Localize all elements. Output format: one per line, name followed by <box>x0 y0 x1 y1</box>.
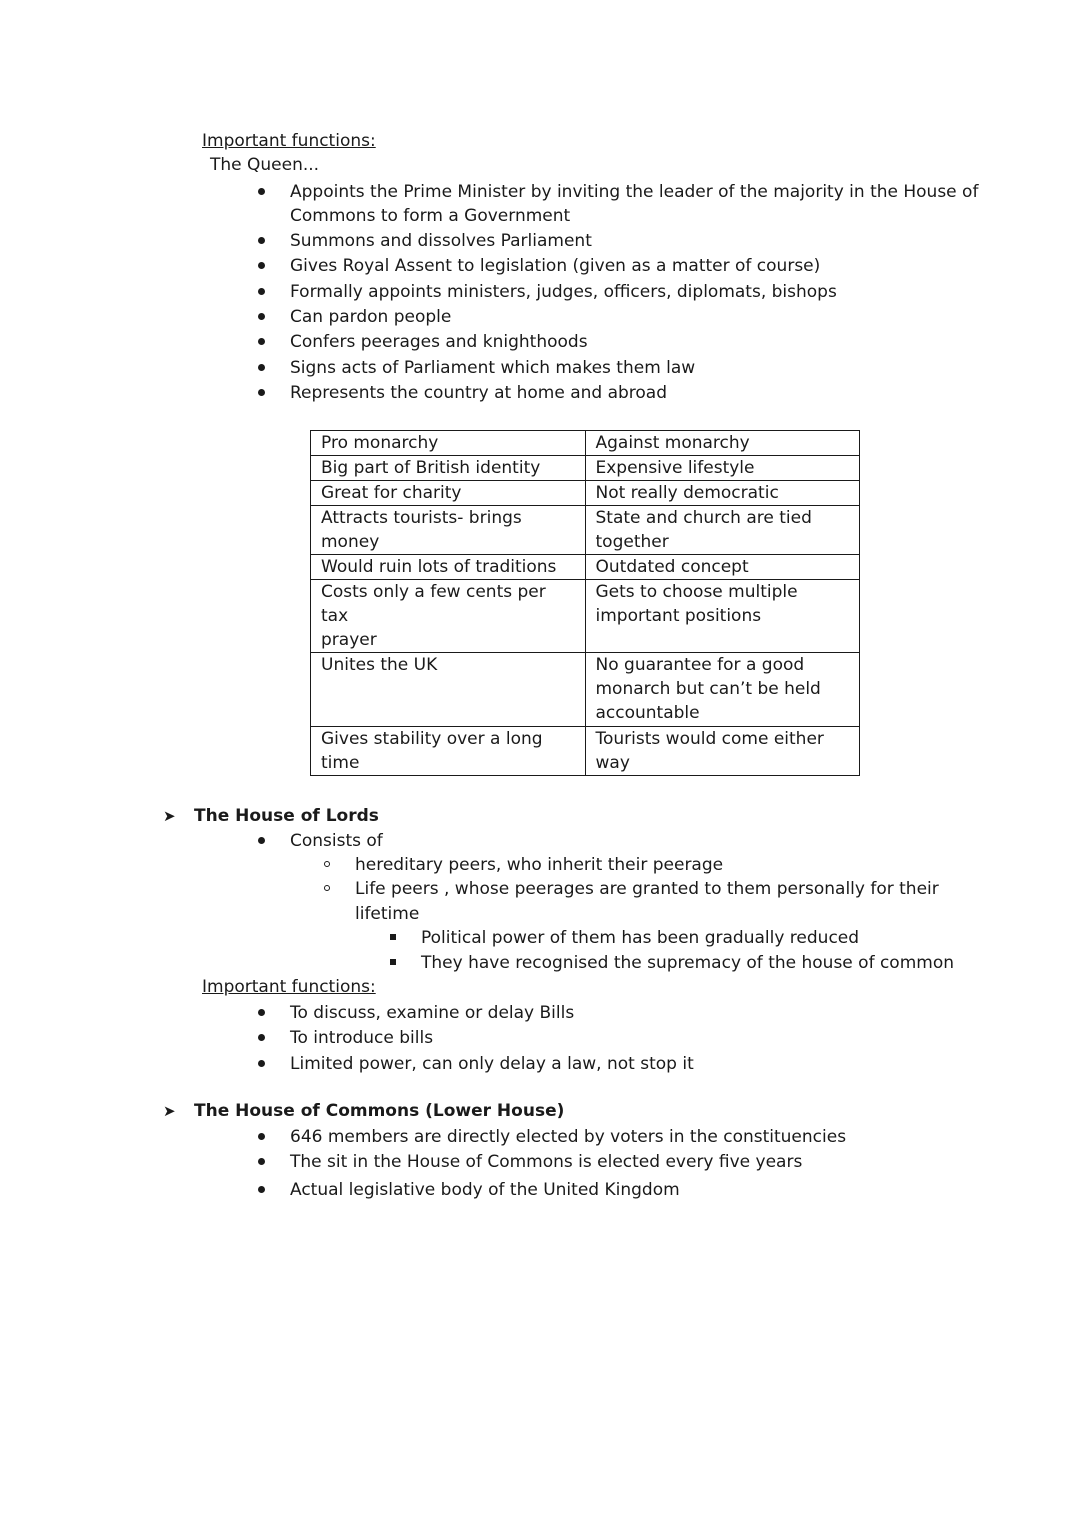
section-heading-lords: The House of Lords <box>194 806 379 826</box>
sub-list-item: Life peers , whose peerages are granted to them personally for their <box>355 879 939 899</box>
bullet-icon <box>258 1009 265 1016</box>
sub-list-item-continuation: lifetime <box>355 904 420 924</box>
subsub-list-item: Political power of them has been gradually reduced <box>421 928 860 948</box>
circle-bullet-icon <box>324 885 330 891</box>
pro-cell: Great for charity <box>311 481 586 506</box>
pro-cell: Big part of British identity <box>311 456 586 481</box>
pro-cell: Gives stability over a long time <box>311 727 586 776</box>
pro-cell: Attracts tourists- brings money <box>311 506 586 555</box>
list-item: Represents the country at home and abroad <box>290 383 668 403</box>
list-item: Gives Royal Assent to legislation (given as a matter of course) <box>290 256 821 276</box>
list-item: Confers peerages and knighthoods <box>290 332 588 352</box>
list-item: 646 members are directly elected by voters in the constituencies <box>290 1127 847 1147</box>
circle-bullet-icon <box>324 861 330 867</box>
bullet-icon <box>258 389 265 396</box>
arrow-bullet-icon: ➤ <box>163 807 176 825</box>
list-item: To introduce bills <box>290 1028 434 1048</box>
table-row <box>311 555 860 580</box>
section-heading: Important functions: <box>202 131 376 151</box>
bullet-icon <box>258 1034 265 1041</box>
sub-list-item: hereditary peers, who inherit their peerage <box>355 855 724 875</box>
table-row <box>311 580 860 653</box>
bullet-icon <box>258 262 265 269</box>
against-cell: Gets to choose multiple important positions <box>585 580 860 653</box>
bullet-icon <box>258 338 265 345</box>
table-header-row <box>311 431 860 456</box>
section-subject: The Queen... <box>210 155 320 175</box>
table-row <box>311 506 860 555</box>
bullet-icon <box>258 1158 265 1165</box>
against-cell: Not really democratic <box>585 481 860 506</box>
bullet-icon <box>258 288 265 295</box>
list-item: Can pardon people <box>290 307 452 327</box>
list-item-continuation: Commons to form a Government <box>290 206 571 226</box>
bullet-icon <box>258 364 265 371</box>
against-cell: Outdated concept <box>585 555 860 580</box>
bullet-icon <box>258 1133 265 1140</box>
square-bullet-icon <box>390 934 396 940</box>
subsub-list-item: They have recognised the supremacy of the house of common <box>421 953 955 973</box>
table-row <box>311 456 860 481</box>
list-item: Limited power, can only delay a law, not stop it <box>290 1054 694 1074</box>
table-row <box>311 727 860 776</box>
section-heading-commons: The House of Commons (Lower House) <box>194 1101 565 1121</box>
against-cell: No guarantee for a good monarch but can’t be held accountable <box>585 653 860 727</box>
bullet-icon <box>258 237 265 244</box>
bullet-icon <box>258 837 265 844</box>
pro-cell: Costs only a few cents per tax prayer <box>311 580 586 653</box>
against-cell: Tourists would come either way <box>585 727 860 776</box>
bullet-icon <box>258 188 265 195</box>
arrow-bullet-icon: ➤ <box>163 1102 176 1120</box>
pro-against-table <box>310 430 860 776</box>
pro-cell: Unites the UK <box>311 653 586 727</box>
table-row <box>311 481 860 506</box>
against-cell: Expensive lifestyle <box>585 456 860 481</box>
bullet-icon <box>258 313 265 320</box>
list-item: Consists of <box>290 831 383 851</box>
list-item: Summons and dissolves Parliament <box>290 231 592 251</box>
bullet-icon <box>258 1060 265 1067</box>
pro-cell: Would ruin lots of traditions <box>311 555 586 580</box>
section-heading: Important functions: <box>202 977 376 997</box>
list-item: The sit in the House of Commons is elected every five years <box>290 1152 803 1172</box>
list-item: Signs acts of Parliament which makes them law <box>290 358 696 378</box>
list-item: To discuss, examine or delay Bills <box>290 1003 575 1023</box>
table-row <box>311 653 860 727</box>
list-item: Formally appoints ministers, judges, officers, diplomats, bishops <box>290 282 837 302</box>
against-cell: Against monarchy <box>585 431 860 456</box>
against-cell: State and church are tied together <box>585 506 860 555</box>
list-item: Actual legislative body of the United Kingdom <box>290 1180 680 1200</box>
pro-cell: Pro monarchy <box>311 431 586 456</box>
list-item: Appoints the Prime Minister by inviting the leader of the majority in the House of <box>290 182 979 202</box>
square-bullet-icon <box>390 959 396 965</box>
bullet-icon <box>258 1186 265 1193</box>
